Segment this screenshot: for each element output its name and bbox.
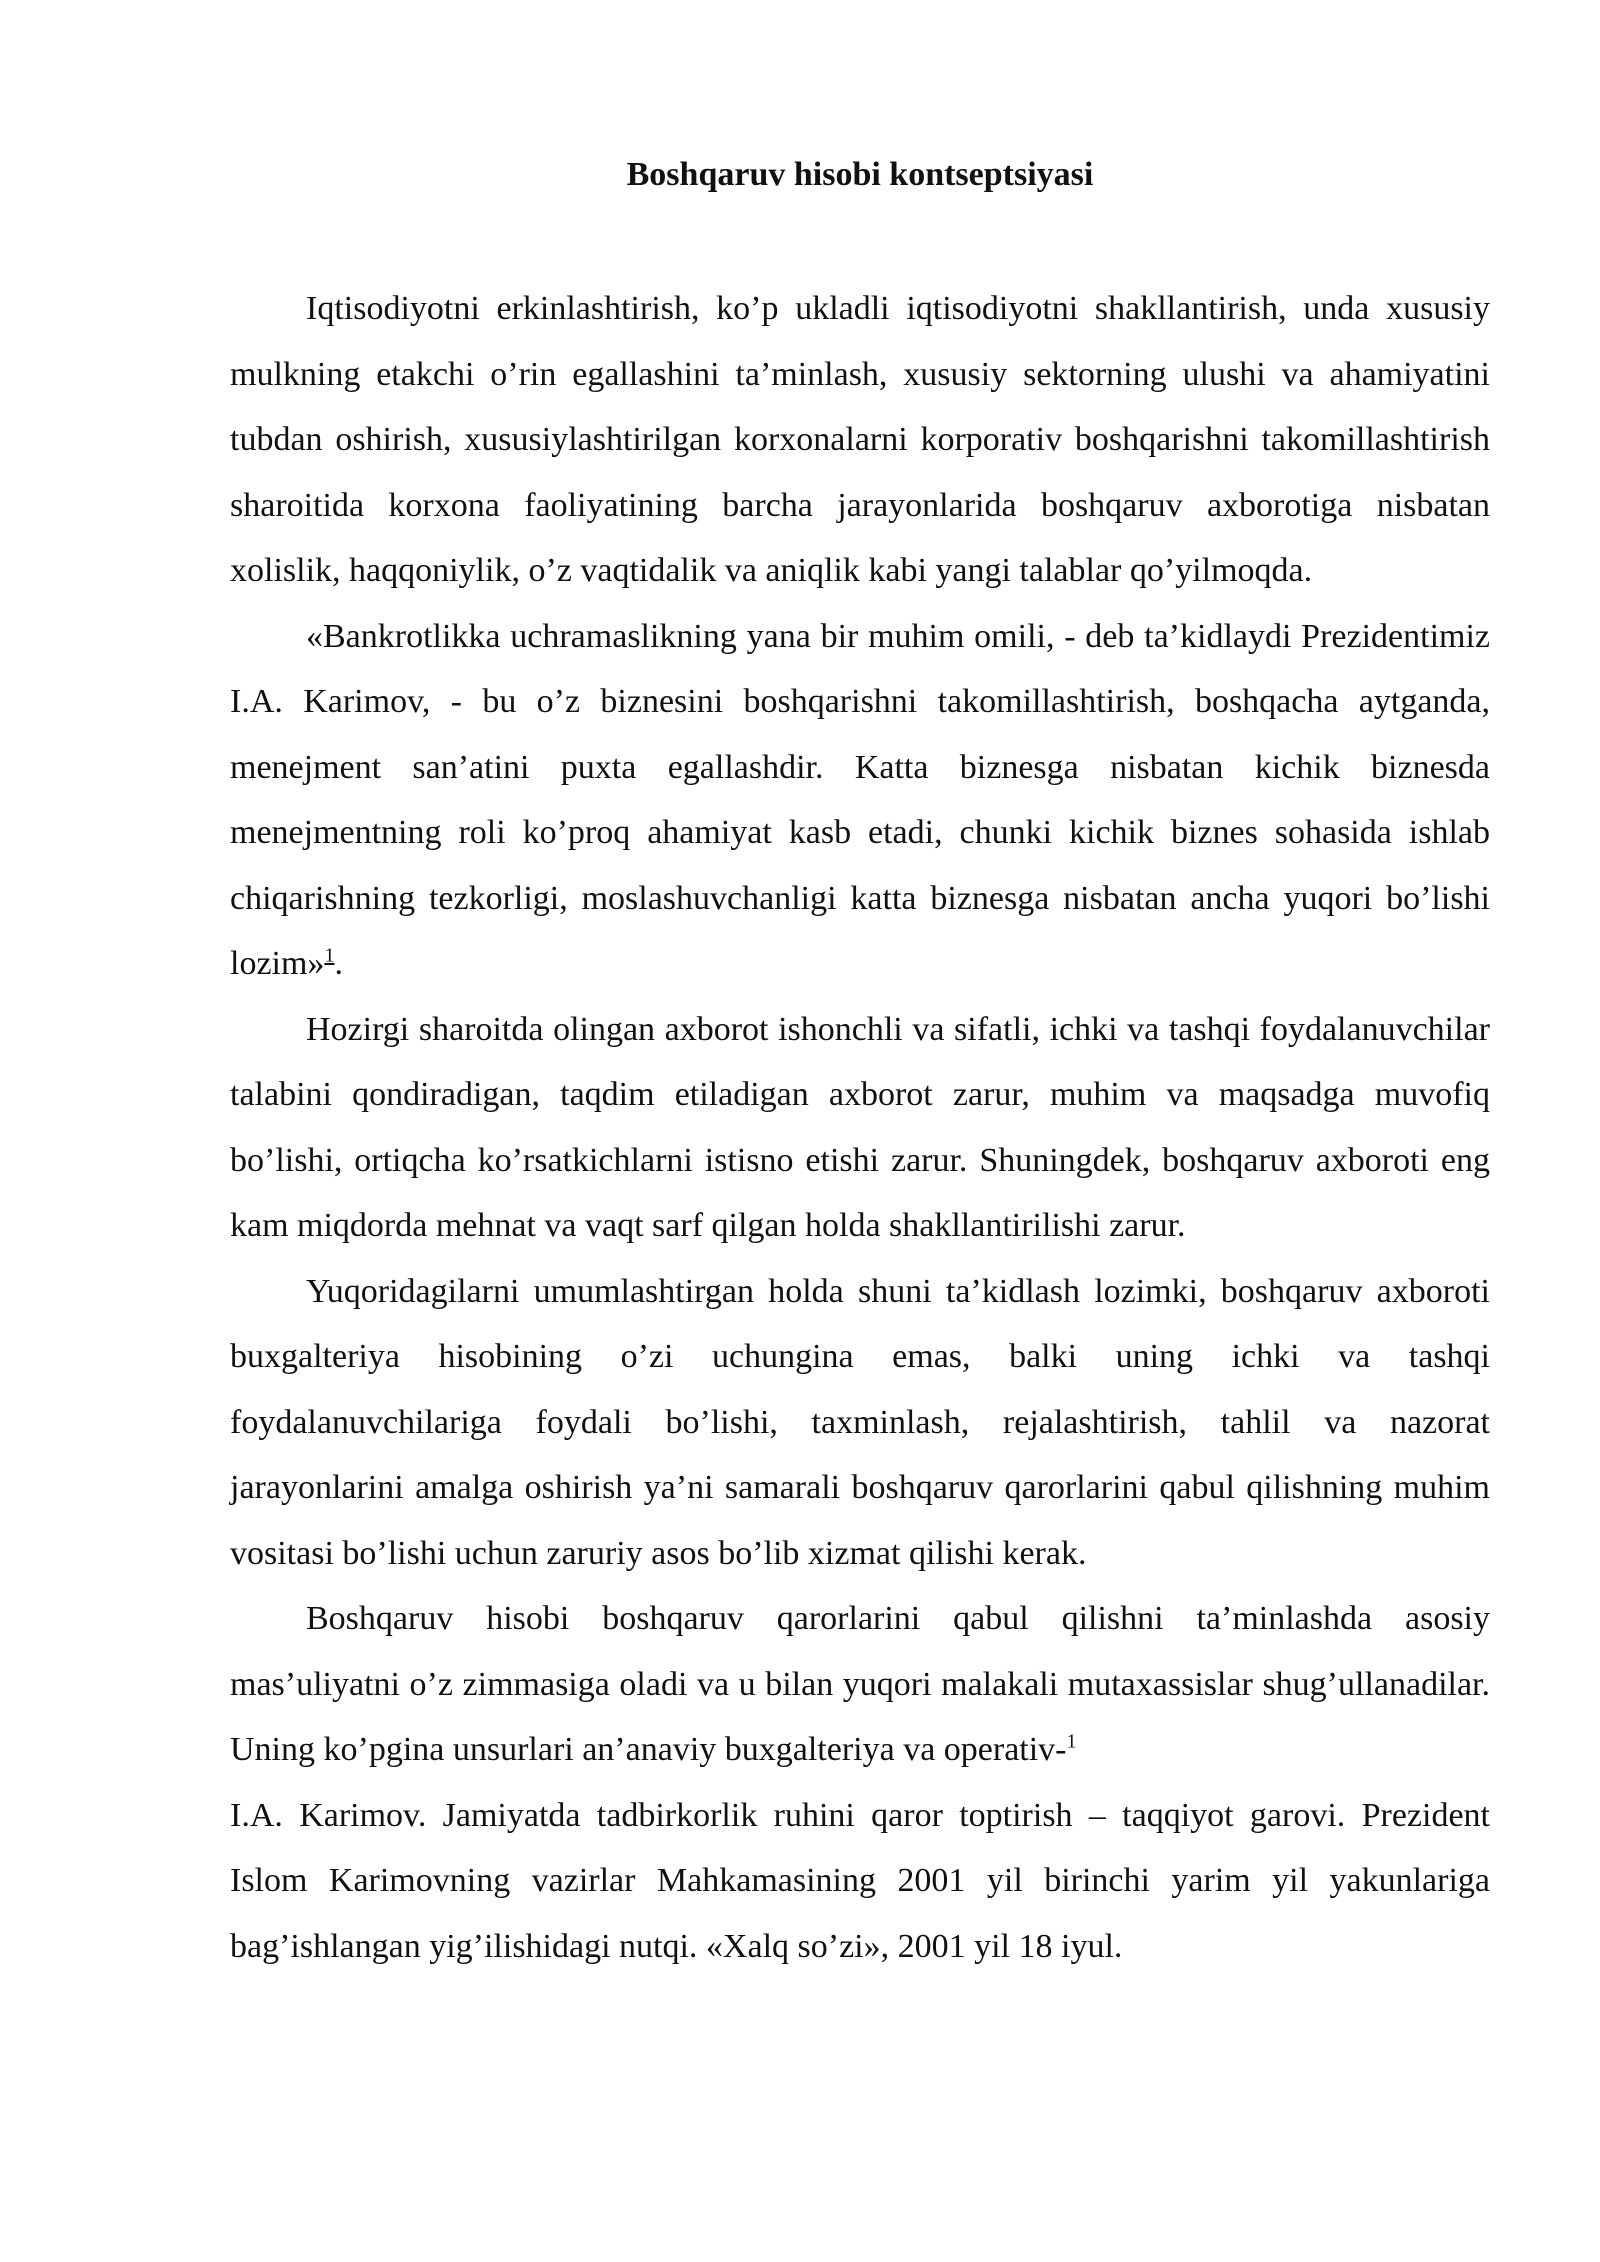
paragraph-1: Iqtisodiyotni erkinlashtirish, ko’p ukladli iqtisodiyotni shakllantirish, unda xususiy mulkning etakchi o’rin egallashini ta’minlash, xususiy sektorning ulushi va ahamiyatini tubdan oshirish, xususiylashtirilgan korxonalarni korporativ boshqarishni takomillashtirish sharoitida korxona faoliyatining barcha jarayonlarida boshqaruv axborotiga nisbatan xolislik, haqqoniylik, o’z vaqtidalik va aniqlik kabi yangi talablar qo’yilmoqda.	[230, 290, 1490, 589]
paragraph-2	[230, 604, 1490, 997]
footnote-reference-link[interactable]: 1	[324, 944, 335, 967]
paragraph-5-text: Boshqaruv hisobi boshqaruv qarorlarini qabul qilishni ta’minlashda asosiy mas’uliyatni o’z zimmasiga oladi va u bilan yuqori malakali mutaxassislar shug’ullanadilar. Uning ko’pgina unsurlari an’anaviy buxgalteriya va operativ-	[230, 1600, 1490, 1768]
paragraph-2-text: «Bankrotlikka uchramaslikning yana bir muhim omili, - deb ta’kidlaydi Prezidentimiz I.A. Karimov, - bu o’z biznesini boshqarishni takomillashtirish, boshqacha aytganda, menejment san’atini puxta egallashdir. Katta biznesga nisbatan kichik biznesda menejmentning roli ko’proq ahamiyat kasb etadi, chunki kichik biznes sohasida ishlab chiqarishning tezkorligi, moslashuvchanligi katta biznesga nisbatan ancha yuqori bo’lishi lozim»	[230, 617, 1490, 982]
paragraph-2-tail: .	[334, 945, 343, 982]
footnote-text: I.A. Karimov. Jamiyatda tadbirkorlik ruhini qaror toptirish – taqqiyot garovi. Prezident Islom Karimovning vazirlar Mahkamasining 2001 yil birinchi yarim yil yakunlariga bag’ishlangan yig’ilishidagi nutqi. «Xalq so’zi», 2001 yil 18 iyul.	[230, 1796, 1490, 1965]
document-title: Boshqaruv hisobi kontseptsiyasi	[626, 156, 1094, 193]
footnote-marker: 1	[1066, 1730, 1077, 1753]
paragraph-4: Yuqoridagilarni umumlashtirgan holda shuni ta’kidlash lozimki, boshqaruv axboroti buxgalteriya hisobining o’zi uchungina emas, balki uning ichki va tashqi foydalanuvchilariga foydali bo’lishi, taxminlash, rejalashtirish, tahlil va nazorat jarayonlarini amalga oshirish ya’ni samarali boshqaruv qarorlarini qabul qilishning muhim vositasi bo’lishi uchun zaruriy asos bo’lib xizmat qilishi kerak.	[230, 1272, 1490, 1572]
paragraph-3: Hozirgi sharoitda olingan axborot ishonchli va sifatli, ichki va tashqi foydalanuvchilar talabini qondiradigan, taqdim etiladigan axborot zarur, muhim va maqsadga muvofiq bo’lishi, ortiqcha ko’rsatkichlarni istisno etishi zarur. Shuningdek, boshqaruv axboroti eng kam miqdorda mehnat va vaqt sarf qilgan holda shakllantirilishi zarur.	[230, 1010, 1490, 1244]
document-page	[230, 150, 1490, 1979]
paragraph-5	[230, 1586, 1490, 1783]
